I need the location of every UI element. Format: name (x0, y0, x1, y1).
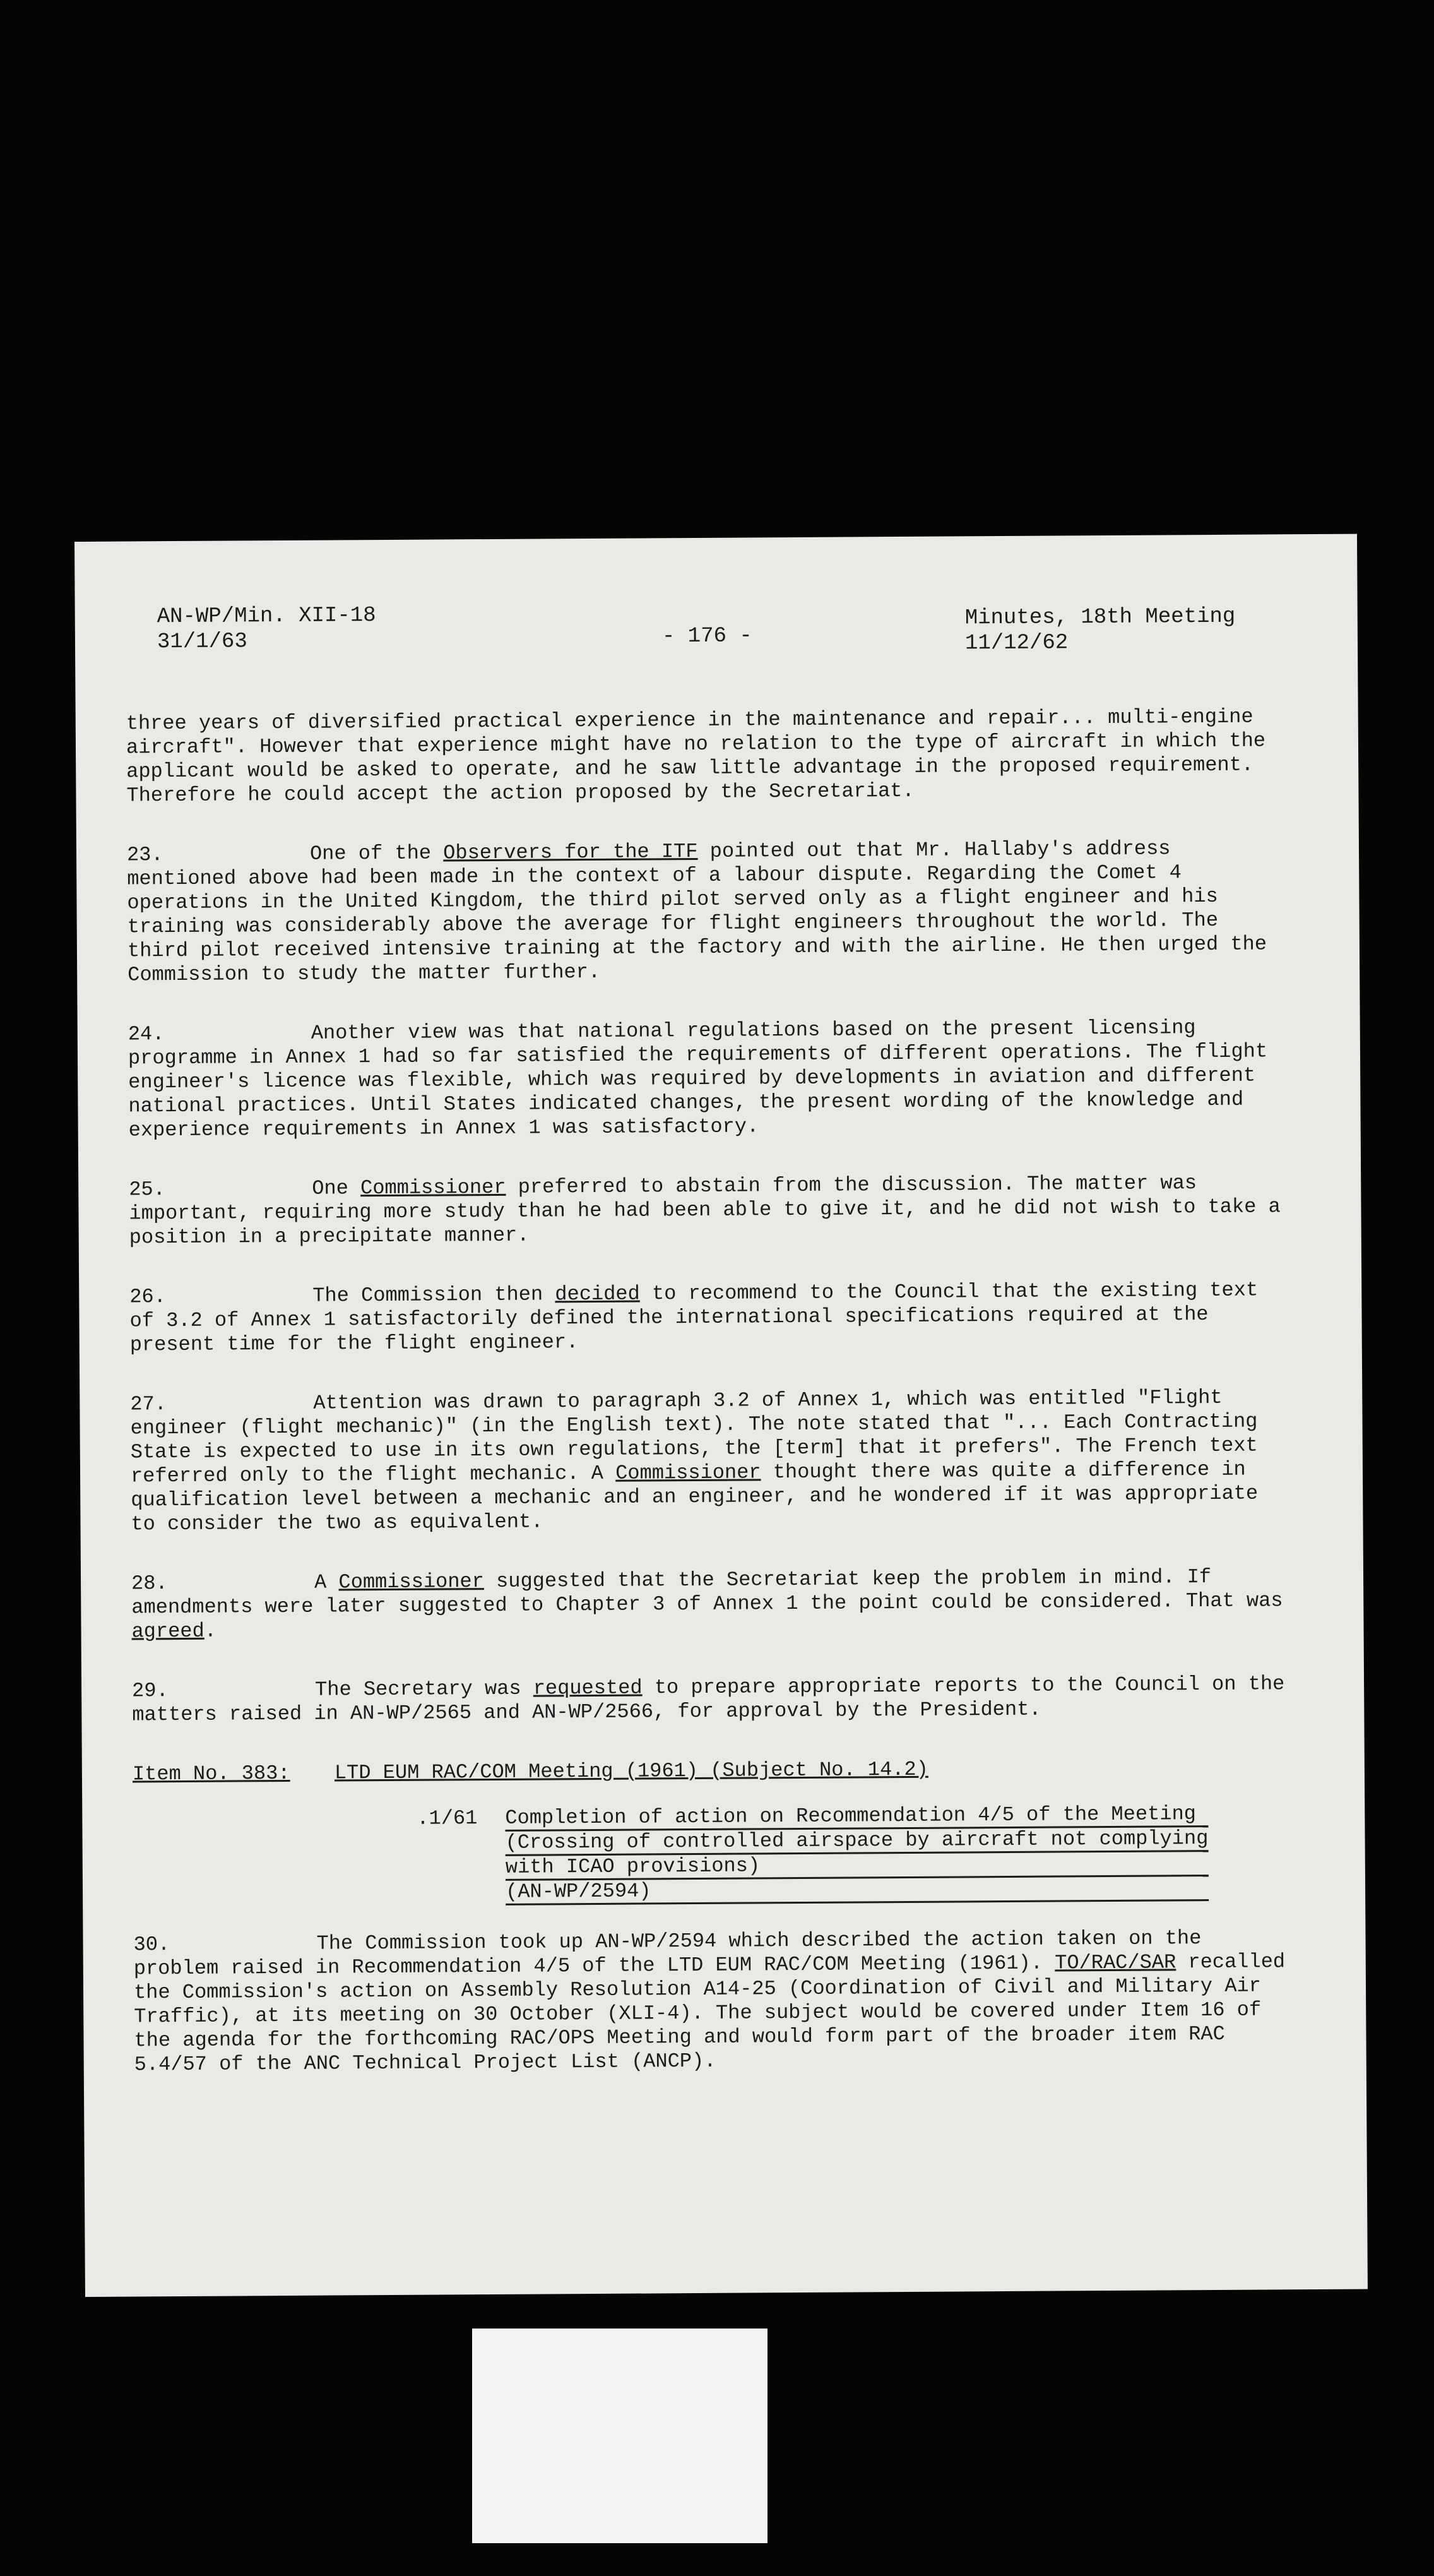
agenda-subitem: .1/61 Completion of action on Recommendation 4/5 of the Meeting (Crossing of controlled airspace by aircraft not complying with ICAO provisions) (AN-WP/2594) (417, 1802, 1289, 1905)
paragraph-continuation: three years of diversified practical experience in the maintenance and repair... multi-engine aircraft". However that experience might have no relation to the type of aircraft in which the applicant would be asked to operate, and he saw little advantage in the proposed requirement. Therefore he could accept the action proposed by the Secretariat. (126, 705, 1266, 808)
document-reference: AN-WP/Min. XII-18 31/1/63 (157, 604, 376, 655)
document-page (74, 534, 1368, 2297)
paragraph-30: 30. The Commission took up AN-WP/2594 which described the action taken on the problem raised in Recommendation 4/5 of the LTD EUM RAC/COM Meeting (1961). TO/RAC/SAR recalled the Commission's action on Assembly Resolution A14-25 (Coordination of Civil and Military Air Traffic), at its meeting on 30 October (XLI-4). The subject would be covered under Item 16 of the agenda for the forthcoming RAC/OPS Meeting and would form part of the broader item RAC 5.4/57 of the ANC Technical Project List (ANCP). (133, 1926, 1286, 2077)
calibration-card (472, 2329, 767, 2543)
paragraph-25: 25. One Commissioner preferred to abstain from the discussion. The matter was important, requiring more study than he had been able to give it, and he did not wish to take a position in a precipitate manner. (129, 1171, 1281, 1249)
meeting-reference: Minutes, 18th Meeting 11/12/62 (964, 604, 1236, 656)
agenda-item-heading: Item No. 383: LTD EUM RAC/COM Meeting (1961) (Subject No. 14.2) (132, 1757, 928, 1786)
paragraph-28: 28. A Commissioner suggested that the Secretariat keep the problem in mind. If amendments were later suggested to Chapter 3 of Annex 1 the point could be considered. That was agreed. (131, 1565, 1283, 1643)
paragraph-24: 24. Another view was that national regulations based on the present licensing programme in Annex 1 had so far satisfied the requirements of different operations. The flight engineer's licence was flexible, which was required by developments in aviation and different national practices. Until States indicated changes, the present wording of the knowledge and experience requirements in Annex 1 was satisfactory. (127, 1016, 1268, 1142)
page-header (126, 597, 1283, 712)
page-number: - 176 - (661, 624, 752, 649)
paragraph-29: 29. The Secretary was requested to prepare appropriate reports to the Council on the matters raised in AN-WP/2565 and AN-WP/2566, for approval by the President. (132, 1672, 1285, 1727)
paragraph-23: 23. One of the Observers for the ITF pointed out that Mr. Hallaby's address mentioned above had been made in the context of a labour dispute. Regarding the Comet 4 operations in the United Kingdom, the third pilot served only as a flight engineer and his training was considerably above the average for flight engineers throughout the world. The third pilot received intensive training at the factory and with the airline. He then urged the Commission to study the matter further. (126, 837, 1267, 987)
paragraph-26: 26. The Commission then decided to recommend to the Council that the existing text of 3.2 of Annex 1 satisfactorily defined the international specifications required at the present time for the flight engineer. (129, 1278, 1259, 1357)
paragraph-27: 27. Attention was drawn to paragraph 3.2 of Annex 1, which was entitled "Flight engineer (flight mechanic)" (in the English text). The note stated that "... Each Contracting State is expected to use in its own regulations, the [term] that it prefers". The French text referred only to the flight mechanic. A Commissioner thought there was quite a difference in qualification level between a mechanic and an engineer, and he wondered if it was appropriate to consider the two as equivalent. (130, 1385, 1259, 1536)
